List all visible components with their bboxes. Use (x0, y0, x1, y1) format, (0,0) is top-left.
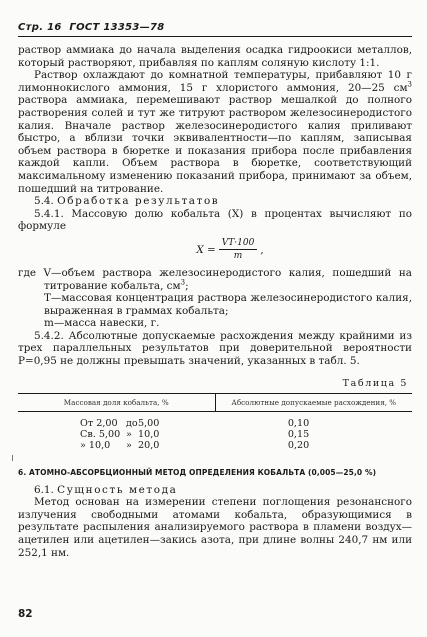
page-label: Стр. 16 (18, 22, 62, 33)
table-header-tolerance: Абсолютные допускаемые расхождения, % (215, 393, 412, 411)
formula-numerator: VT·100 (219, 238, 258, 250)
formula-fraction (219, 238, 258, 261)
definition-v: где V—объем раствора железосинеродистого калия, пошедший на титрование кобальта, $см^3$; (18, 266, 412, 292)
definition-t: T—массовая концентрация раствора железосинеродистого калия, выраженная в граммах кобальта; (44, 292, 412, 317)
page-number: 82 (18, 608, 33, 620)
table-title: Таблица 5 (342, 377, 408, 389)
paragraph-p1: раствор аммиака до начала выделения осадка гидроокиси металлов, который растворяют, прибавляя по каплям соляную кислоту 1:1. (18, 44, 412, 69)
table-row: От 2,00 до5,00 0,10 (80, 417, 310, 429)
table-row: » 10,0 » 20,0 0,20 (80, 439, 310, 451)
standard-code: ГОСТ 13353—78 (69, 22, 165, 33)
paragraph-5-4-1: 5.4.1. Массовую долю кобальта (X) в процентах вычисляют по формуле (18, 207, 412, 233)
formula-tail: , (260, 243, 264, 256)
section-6-1-heading: 6.1. Сущность метода (34, 483, 178, 496)
formula-denominator: m (233, 251, 243, 262)
margin-mark (12, 455, 13, 461)
document-page (18, 10, 412, 559)
table-5 (18, 393, 412, 451)
paragraph-p2: Раствор охлаждают до комнатной температуры, прибавляют 10 г лимоннокислого аммония, 15 г хлористого аммония, 20—25 $см^3$ раствора аммиака, перемешивают раствор мешалкой до полного растворения солей и тут же титруют раствором железосинеродистого калия. Вначале раствор железосинеродистого калия приливают быстро, а вблизи точки эквивалентности—по каплям, записывая объем раствора в бюретке и показания прибора после прибавления каждой капли. Объем раствора в бюретке, соответствующий максимальному изменению показаний прибора, принимают за объем, пошедший на титрование. (18, 69, 412, 195)
paragraph-5-4-2: 5.4.2. Абсолютные допускаемые расхождения между крайними из трех параллельных результатов при доверительной вероятности P=0,95 не должны превышать значений, указанных в табл. 5. (18, 329, 412, 368)
page-header (18, 22, 412, 37)
definition-m: m—масса навески, г. (44, 317, 160, 330)
table-header-mass-fraction: Массовая доля кобальта, % (18, 393, 215, 411)
table-row: Св. 5,00 » 10,0 0,15 (80, 428, 310, 440)
section-6-heading: 6. АТОМНО-АБСОРБЦИОННЫЙ МЕТОД ОПРЕДЕЛЕНИЯ КОБАЛЬТА (0,005—25,0 %) (18, 467, 377, 477)
paragraph-6-1: Метод основан на измерении степени поглощения резонансного излучения свободными атомами кобальта, образующимися в результате распыления анализируемого раствора в пламени воздух—ацетилен или ацетилен—закись азота, при длине волны 240,7 нм или 252,1 нм. (18, 496, 412, 559)
formula (48, 235, 412, 265)
formula-lhs: X = (196, 243, 216, 256)
section-5-4-heading: 5.4. Обработка результатов (34, 195, 220, 208)
